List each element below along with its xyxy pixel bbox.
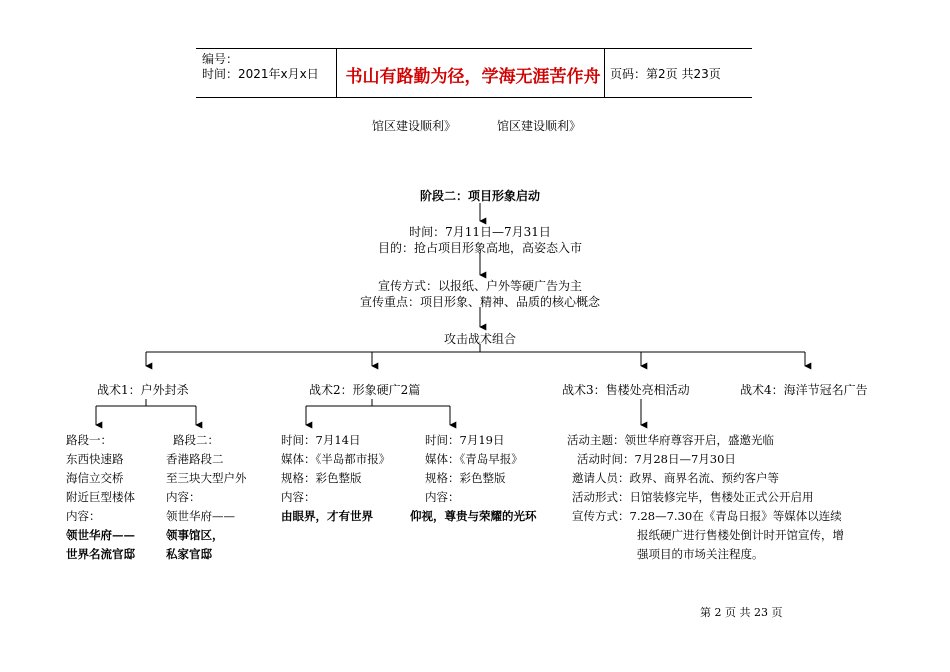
- activity-line: 活动形式：日馆装修完毕，售楼处正式公开启用: [572, 490, 814, 504]
- activity-block: [567, 431, 844, 564]
- route-1-line: 海信立交桥: [66, 471, 124, 485]
- ad-b-line: 内容：: [425, 490, 460, 504]
- tactic-1-title: 战术1：户外封杀: [97, 383, 189, 397]
- tactic-3-title: 战术3：售楼处亮相活动: [562, 383, 690, 397]
- route-2-line: 内容：: [166, 490, 201, 504]
- top-text-1: 馆区建设顺利》: [372, 119, 457, 133]
- route-2-line: 至三块大型户外: [166, 471, 247, 485]
- tactic-4-title: 战术4：海洋节冠名广告: [740, 383, 868, 397]
- attack-combo: 攻击战术组合: [443, 332, 516, 346]
- header-page-number: 页码：第2页 共23页: [610, 67, 721, 81]
- ad-a-slogan: 由眼界，才有世界: [281, 509, 373, 523]
- activity-line: 报纸硬广进行售楼处倒计时开馆宣传，增: [637, 528, 844, 542]
- route-2-line: 领世华府——: [166, 509, 235, 523]
- ad-b-line: 规格：彩色整版: [425, 471, 506, 485]
- activity-line: 活动主题：领世华府尊容开启，盛邀光临: [567, 433, 774, 447]
- route-1-line: 东西快速路: [66, 452, 124, 466]
- ad-a-line: 内容：: [281, 490, 316, 504]
- page-footer: 第 2 页 共 23 页: [700, 606, 783, 619]
- route-2-slogan: 领事馆区，: [166, 528, 224, 542]
- route-2-block: [166, 431, 247, 564]
- activity-line: 宣传方式：7.28—7.30在《青岛日报》等媒体以连续: [572, 509, 842, 523]
- header-number: 编号：: [202, 52, 239, 66]
- stage-title: 阶段二：项目形象启动: [419, 189, 540, 203]
- activity-line: 活动时间：7月28日—7月30日: [577, 452, 736, 466]
- route-2-slogan: 私家官邸: [166, 547, 212, 561]
- activity-line: 邀请人员：政界、商界名流、预约客户等: [572, 471, 779, 485]
- ad-b-line: 时间：7月19日: [425, 433, 505, 447]
- ad-b-slogan: 仰视，尊贵与荣耀的光环: [410, 509, 537, 523]
- ad-a-line: 媒体：《半岛都市报》: [281, 452, 391, 466]
- header-motto: 书山有路勤为径，学海无涯苦作舟: [345, 67, 601, 87]
- route-1-line: 路段一：: [66, 433, 112, 447]
- route-2-line: 香港路段二: [166, 452, 224, 466]
- route-1-slogan: 世界名流官邸: [66, 547, 135, 561]
- activity-line: 强项目的市场关注程度。: [637, 547, 764, 561]
- ad-a-line: 规格：彩色整版: [281, 471, 362, 485]
- stage-method: 宣传方式：以报纸、户外等硬广告为主: [377, 279, 582, 293]
- ad-b-block: [425, 431, 523, 507]
- top-text-2: 馆区建设顺利》: [497, 119, 582, 133]
- route-1-block: [66, 431, 135, 564]
- stage-goal: 目的：抢占项目形象高地，高姿态入市: [377, 241, 582, 255]
- stage-focus: 宣传重点：项目形象、精神、品质的核心概念: [359, 295, 600, 309]
- ad-a-block: [281, 431, 390, 526]
- ad-b-line: 媒体：《青岛早报》: [425, 452, 523, 466]
- route-1-line: 内容：: [66, 509, 101, 523]
- route-1-line: 附近巨型楼体: [66, 490, 135, 504]
- tactic-2-title: 战术2：形象硬广2篇: [309, 383, 421, 397]
- header-date: 时间：2021年x月x日: [202, 67, 319, 81]
- stage-time: 时间：7月11日—7月31日: [409, 225, 551, 239]
- ad-a-line: 时间：7月14日: [281, 433, 361, 447]
- route-2-line: 路段二：: [173, 433, 219, 447]
- route-1-slogan: 领世华府——: [66, 528, 135, 542]
